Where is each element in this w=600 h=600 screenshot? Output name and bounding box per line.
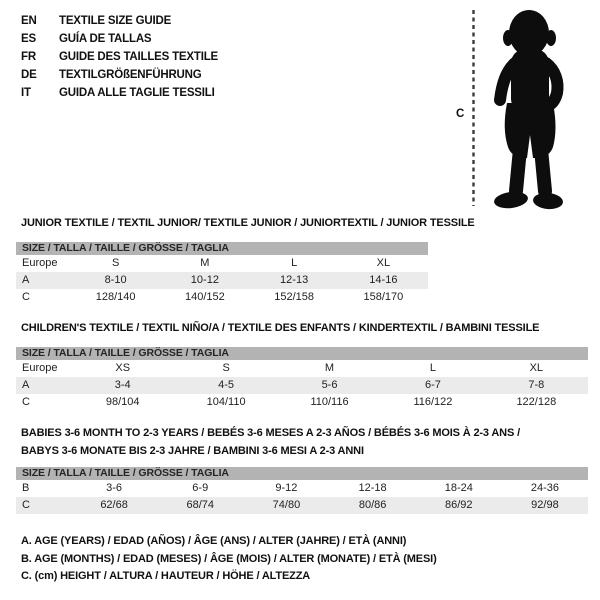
table-row [16,360,588,377]
table-title [16,319,588,337]
language-row [21,84,218,102]
size-cell: XL [529,362,544,374]
size-cell: 62/68 [100,499,128,511]
language-code: FR [21,51,36,63]
table-row [16,289,428,306]
language-list [21,12,218,102]
height-measure-dotted-line [472,10,475,206]
language-label: GUIDE DES TAILLES TEXTILE [59,51,218,63]
size-cell: 3-6 [106,482,123,494]
language-row [21,30,218,48]
language-label: GUIDA ALLE TAGLIE TESSILI [59,87,215,99]
table-body [16,255,428,306]
row-label: Europe [22,362,58,374]
note-line: A. AGE (YEARS) / EDAD (AÑOS) / ÂGE (ANS) / ALTER (JAHRE) / ETÀ (ANNI) [21,535,407,547]
row-label: Europe [22,257,58,269]
language-row [21,12,218,30]
size-cell: 128/140 [95,291,136,303]
language-label: TEXTILGRÖßENFÜHRUNG [59,69,202,81]
table-row [16,255,428,272]
size-cell: S [222,362,230,374]
table-title-line: BABYS 3-6 MONATE BIS 2-3 JAHRE / BAMBINI 3-6 MESI A 2-3 ANNI [21,445,364,457]
height-measure-label: C [456,108,465,120]
size-cell: S [111,257,120,269]
size-header-bar: SIZE / TALLA / TAILLE / GRÖSSE / TAGLIA [16,347,588,360]
notes-list [21,533,437,586]
size-cell: 152/158 [274,291,314,303]
table-body [16,360,588,411]
size-cell: 6-9 [192,482,209,494]
size-header-bar: SIZE / TALLA / TAILLE / GRÖSSE / TAGLIA [16,242,428,255]
size-cell: 110/116 [310,396,349,408]
row-label: B [22,482,30,494]
size-cell: 6-7 [424,379,441,391]
size-cell: 92/98 [531,499,559,511]
size-cell: 4-5 [218,379,235,391]
table-row [16,480,588,497]
table-row [16,272,428,289]
toddler-silhouette-icon [482,7,576,211]
row-label: A [22,379,30,391]
size-cell: 158/170 [363,291,404,303]
size-cell: 140/152 [184,291,225,303]
size-cell: 24-36 [530,482,560,494]
table-row [16,377,588,394]
size-cell: 3-4 [114,379,131,391]
table-row [16,497,588,514]
row-label: C [22,291,30,303]
size-cell: 10-12 [190,274,219,286]
size-cell: 122/128 [516,396,557,408]
size-table-junior [16,214,475,306]
size-cell: 14-16 [369,274,398,286]
size-cell: 68/74 [186,499,215,511]
table-title-line: CHILDREN'S TEXTILE / TEXTIL NIÑO/A / TEXTILE DES ENFANTS / KINDERTEXTIL / BAMBINI TESSILE [21,322,540,334]
size-table-children [16,319,588,411]
size-header-bar: SIZE / TALLA / TAILLE / GRÖSSE / TAGLIA [16,467,588,480]
size-cell: 9-12 [275,482,298,494]
size-cell: 86/92 [445,499,473,511]
size-cell: XL [376,257,391,269]
row-label: A [22,274,30,286]
size-table-babies [16,424,588,514]
note-line: C. (cm) HEIGHT / ALTURA / HAUTEUR / HÖHE / ALTEZZA [21,570,311,582]
size-cell: 74/80 [272,499,301,511]
table-title [16,214,475,232]
size-cell: 80/86 [358,499,387,511]
size-cell: 8-10 [104,274,127,286]
language-code: ES [21,33,36,45]
note-line: B. AGE (MONTHS) / EDAD (MESES) / ÂGE (MOIS) / ALTER (MONATE) / ETÀ (MESI) [21,552,437,565]
table-row [16,394,588,411]
size-cell: 98/104 [105,396,140,408]
language-row [21,48,218,66]
size-cell: M [324,362,335,374]
table-title [16,424,588,460]
size-cell: 116/122 [413,396,453,408]
row-label: C [22,396,30,408]
size-cell: XS [115,362,131,374]
table-title-line: BABIES 3-6 MONTH TO 2-3 YEARS / BEBÉS 3-6 MESES A 2-3 AÑOS / BÉBÉS 3-6 MOIS À 2-3 ANS / [21,427,520,439]
language-label: TEXTILE SIZE GUIDE [59,15,172,27]
size-cell: L [429,362,436,374]
size-cell: 18-24 [444,482,473,494]
size-cell: 12-13 [280,274,309,286]
size-cell: 7-8 [528,379,545,391]
size-cell: 104/110 [206,396,246,408]
size-cell: 12-18 [358,482,387,494]
language-code: EN [21,15,37,27]
size-cell: M [200,257,210,269]
language-code: IT [21,87,31,99]
size-cell: 5-6 [321,379,338,391]
table-body [16,480,588,514]
language-label: GUÍA DE TALLAS [59,33,152,45]
size-cell: L [291,257,298,269]
language-row [21,66,218,84]
row-label: C [22,499,30,511]
language-code: DE [21,69,37,81]
table-title-line: JUNIOR TEXTILE / TEXTIL JUNIOR/ TEXTILE JUNIOR / JUNIORTEXTIL / JUNIOR TESSILE [21,217,475,229]
